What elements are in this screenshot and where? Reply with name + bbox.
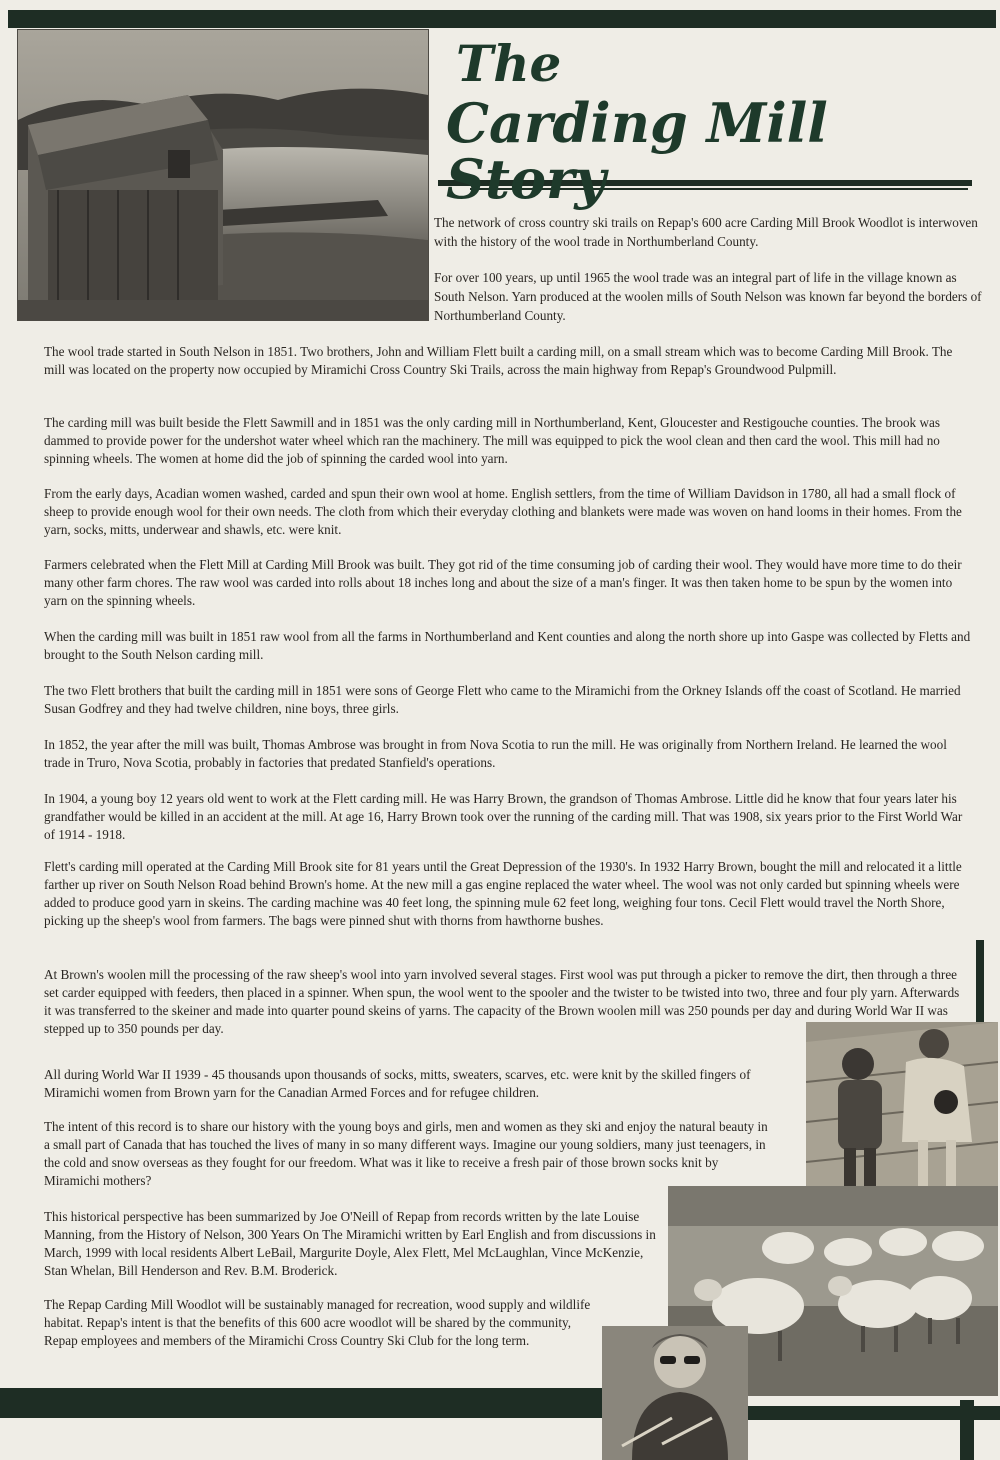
children-knitting-photo — [806, 1022, 998, 1208]
body-paragraph: In 1904, a young boy 12 years old went to work at the Flett carding mill. He was Harry Brown, the grandson of Thomas Ambrose. Little did he know that four years later his grandfather would be killed in an accident at the mill. At age 16, Harry Brown took over the running of the carding mill. That was 1908, six years prior to the First World War of 1914 - 1918. — [44, 791, 963, 842]
title-line-carding-mill-story: Carding Mill Story — [446, 90, 828, 212]
mill-photo-illustration — [18, 30, 428, 320]
body-paragraph: Flett's carding mill operated at the Carding Mill Brook site for 81 years until the Great Depression of the 1930's. In 1932 Harry Brown, bought the mill and relocated it a little farther up river on South Nelson Road behind Brown's home. At the new mill a gas engine replaced the water wheel. The wool was not only carded but spinning wheels were added to produce good yarn in skeins. The carding machine was 40 feet long, the spinning mule 62 feet long, weighing four tons. Cecil Flett would travel the North Shore, picking up the sheep's wool from farmers. The bags were pinned shut with thorns from hawthorne bushes. — [44, 859, 962, 928]
body-paragraph: At Brown's woolen mill the processing of the raw sheep's wool into yarn involved several stages. First wool was put through a picker to remove the dirt, then through a three set carder equipped with feeders, then placed in a spinner. When spun, the wool went to the spooler and the twister to be twisted into two, three and four ply yarn. Afterwards it was transferred to the skeiner and made into quarter pound skeins of yarns. The capacity of the Brown woolen mill was 250 pounds per day and during World War II was stepped up to 350 pounds per day. — [44, 967, 960, 1036]
bottom-border-bar — [0, 1388, 620, 1418]
bottom-right-post — [960, 1400, 974, 1460]
body-paragraph: When the carding mill was built in 1851 raw wool from all the farms in Northumberland and Kent counties and along the north shore up into Gaspe was collected by Fletts and brought to the South Nelson carding mill. — [44, 629, 971, 662]
title-line-the: The — [456, 34, 562, 93]
woman-photo-illustration — [602, 1326, 748, 1460]
body-paragraph: This historical perspective has been summarized by Joe O'Neill of Repap from records written by the late Louise Manning, from the History of Nelson, 300 Years On The Miramichi written by Earl English and from discussions in March, 1999 with local residents Albert LeBail, Margurite Doyle, Alex Flett, Mel McLaughlan, Vince McKenzie, Stan Whelan, Bill Henderson and Rev. B.M. Broderick. — [44, 1209, 656, 1278]
intro-paragraph: For over 100 years, up until 1965 the wool trade was an integral part of life in the village known as South Nelson. Yarn produced at the woolen mills of South Nelson was known far beyond the borders of Northumberland County. — [434, 270, 982, 323]
body-paragraph: The intent of this record is to share our history with the young boys and girls, men and women as they ski and enjoy the natural beauty in a small part of Canada that has touched the lives of many in so many different ways. Imagine our young soldiers, many just teenagers, in the cold and snow overseas as they fought for our freedom. What was it like to receive a fresh pair of those brown socks knit by Miramichi mothers? — [44, 1119, 768, 1188]
body-paragraph: Farmers celebrated when the Flett Mill at Carding Mill Brook was built. They got rid of the time consuming job of carding their wool. They would have more time to do their many other farm chores. The raw wool was carded into rolls about 18 inches long and about the size of a man's finger. It was then taken home to be spun by the women into yarn on the spinning wheels. — [44, 557, 962, 608]
body-paragraph: The Repap Carding Mill Woodlot will be sustainably managed for recreation, wood supply and wildlife habitat. Repap's intent is that the benefits of this 600 acre woodlot will be shared by the community, Repap employees and members of the Miramichi Cross Country Ski Club for the long term. — [44, 1297, 591, 1348]
woman-knitting-photo — [602, 1326, 748, 1460]
body-paragraph: The carding mill was built beside the Flett Sawmill and in 1851 was the only carding mill in Northumberland, Kent, Gloucester and Restigouche counties. The brook was dammed to provide power for the undershot water wheel which ran the machinery. The mill was equipped to pick the wool clean and then card the wool. This mill had no spinning wheels. The women at home did the job of spinning the carded wool into yarn. — [44, 415, 940, 466]
page-title — [446, 34, 986, 212]
carding-mill-photo — [18, 30, 428, 320]
children-photo-illustration — [806, 1022, 998, 1208]
body-paragraph: The wool trade started in South Nelson in 1851. Two brothers, John and William Flett built a carding mill, on a small stream which was to become Carding Mill Brook. The mill was located on the property now occupied by Miramichi Cross Country Ski Trails, across the main highway from Repap's Groundwood Pulpmill. — [44, 344, 953, 377]
top-border-bar — [8, 10, 996, 28]
body-paragraph: All during World War II 1939 - 45 thousands upon thousands of socks, mitts, sweaters, scarves, etc. were knit by the skilled fingers of Miramichi women from Brown yarn for the Canadian Armed Forces and for refugee children. — [44, 1067, 751, 1100]
intro-paragraph: The network of cross country ski trails on Repap's 600 acre Carding Mill Brook Woodlot is interwoven with the history of the wool trade in Northumberland County. — [434, 215, 978, 249]
body-paragraph: The two Flett brothers that built the carding mill in 1851 were sons of George Flett who came to the Miramichi from the Orkney Islands off the coast of Scotland. He married Susan Godfrey and they had twelve children, nine boys, three girls. — [44, 683, 961, 716]
right-edge-bar — [976, 940, 984, 1025]
body-paragraph: From the early days, Acadian women washed, carded and spun their own wool at home. English settlers, from the time of William Davidson in 1780, all had a small flock of sheep to provide enough wool for their own needs. The cloth from which their everyday clothing and blankets were made was woven on hand looms in their homes. From the yarn, socks, mitts, underwear and shawls, etc. were knit. — [44, 486, 962, 537]
body-paragraph: In 1852, the year after the mill was built, Thomas Ambrose was brought in from Nova Scotia to run the mill. He was originally from Northern Ireland. He learned the wool trade in Truro, Nova Scotia, probably in factories that predated Stanfield's operations. — [44, 737, 947, 770]
